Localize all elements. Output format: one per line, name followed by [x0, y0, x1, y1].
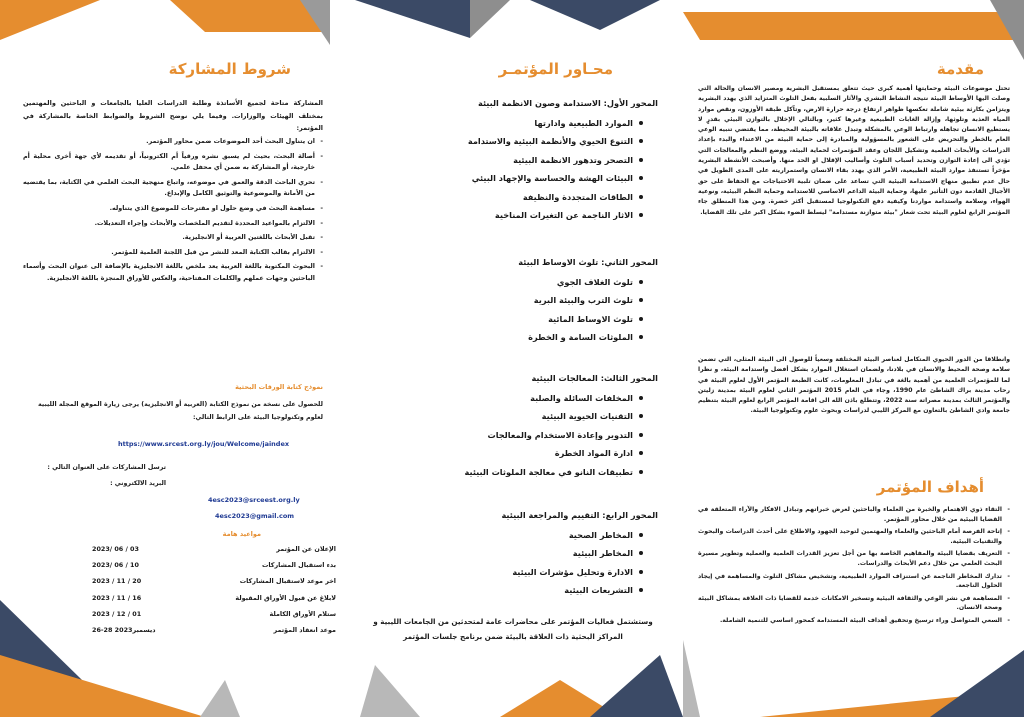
axis-4-item: المخاطر البيئية — [512, 544, 643, 562]
dates-heading: مواعيد هامة — [222, 530, 261, 538]
axes-panel — [341, 0, 683, 717]
date-row — [90, 622, 338, 638]
date-row — [90, 557, 338, 573]
axis-2-list — [528, 273, 643, 347]
date-row — [90, 590, 338, 606]
terms-intro: المشاركة متاحة لجميع الأساتذة وطلبة الدراسات العليا بالجامعات و الباحثين والمهتمين بمختلف الهيئات والوزارات. وفيما يلي نوضح الشروط والضوابط الخاصة بالمشاركة في المؤتمر: — [23, 99, 323, 132]
send-text: ترسل المشاركات على العنوان التالي : — [47, 464, 166, 471]
important-dates-table — [90, 541, 338, 638]
date-value: 2023 / 11 / 20 — [92, 577, 142, 586]
goal-item: - السعي المتواصل وراء ترسيخ وتحقيق أهداف البيئة المستدامة كمحور اساسي للتنمية الشاملة. — [698, 616, 1010, 626]
terms-item: - تقبل الأبحاث باللغتين العربية أو الانجليزية. — [23, 232, 323, 244]
terms-item: - ان يتناول البحث أحد الموضوعات ضمن محاور المؤتمر. — [23, 136, 323, 148]
axis-1-item: الطاقات المتجددة والنظيفة — [468, 188, 643, 206]
template-heading: نموذج كتابة الورقات البحثية — [235, 383, 323, 391]
date-row — [90, 606, 338, 622]
terms-item: - تحري الباحث الدقة والعمق في موضوعه، واتباع منهجية البحث العلمي في الكتابة، بما يقتضيه من الأمانة والموضوعية والتوثيق الكامل والإبداع. — [23, 177, 323, 200]
terms-item: - البحوث المكتوبة باللغة العربية يعد ملخص باللغة الانجليزية بالإضافة الى عنوان البحث وأسماء الباحثين وجهات عملهم والكلمات المفتاحية، والعكس للأوراق المنجزة باللغة الانجليزية. — [23, 261, 323, 284]
intro-paragraph-2: وانطلاقا من الدور الحيوي المتكامل لعناصر البيئة المختلفة وسعياً للوصول الى البيئة المثلى، التي تضمن سلامة وصحة المحيط والانسان في بلادنا، ولضمان استغلال الموارد بشكل أفضل واستدامة البيئة، و نظرا لما للمؤتمرات العلمية من أهمية بالغة في تبادل المعلومات، كانت الطبعة المؤتمر الأول لعلوم البيئة في رحاب مدينة براك الشاطئ عام 1990، وجاء في العام 2015 المؤتمر الثاني لعلوم البيئة بمدينة زليتن والمؤتمر الثالث بمدينة مصراتة سنة 2022، وتتطلع باذن الله الى اقامة المؤتمر الرابع لعلوم البيئة بتنظيم جامعة وادي الشاطئ بالتعاون مع المركز الليبي لدراسات وبحوث علوم وتكنولوجيا البيئة. — [698, 356, 1010, 415]
axis-3-item: التدوير وإعادة الاستخدام والمعالجات — [465, 426, 643, 444]
email-link-primary[interactable]: 4esc2023@srceest.org.ly — [208, 496, 300, 504]
date-label: بدء استقبال المشاركات — [261, 561, 336, 570]
axis-4-list — [512, 526, 643, 600]
axes-closing-note: وستشتمل فعاليات المؤتمر على محاضرات عامة لمتحدثين من الجامعات الليبية و المراكز البحثية ذات العلاقة بالبيئة ضمن برنامج جلسات المؤتمر — [373, 617, 653, 641]
axis-2-item: تلوث الترب والبيئة البرية — [528, 291, 643, 309]
terms-list — [23, 136, 323, 288]
goal-item: - المساهمة في نشر الوعي والثقافة البيئية وتسخير الامكانات خدمة للقضايا ذات العلاقة بمشاكل البيئة وصحة الانسان. — [698, 594, 1010, 613]
axis-1-item: الموارد الطبيعية وادارتها — [468, 114, 643, 132]
goal-item: - تدارك المخاطر الناجمة عن استنزاف الموارد الطبيعية، وتشخيص مشاكل التلوث والمساهمة في إيجاد الحلول الناجعة. — [698, 572, 1010, 591]
axes-title: محـاور المؤتمـر — [498, 60, 613, 78]
goals-list — [698, 505, 1010, 629]
axis-3-list — [465, 389, 643, 481]
intro-paragraph: تحتل موضوعات البيئة وحمايتها أهمية كبرى حيث تتعلق بمستقبل البشرية ومصير الانسان والحالة التي وصلت اليها الأوساط البيئة نتيجة النشاط البشري والآثار السلبية بفعل التلوث المتزايد الذي يهدد البشرية ويتزامن بكارثة بيئية شاملة تعكسها ظواهر ارتفاع درجة حرارة الارض، وتآكل طبقة الأوزون، ونقص موارد المياه العذبة وتلوثها، وإزالة الغابات الطبيعية وغيرها كثير، وبالتالي الإخلال بالتوازن البيئي بقدرٍ لا يستطيع الانسان تجاهله وارتباط الوعي بالمشكلة وتبدل علاقاته بالبيئة المحيطة، مما يقتضي تنبيه الوعي العام بالخطر والتحريض على الشعور بالمسؤولية والمبادرة إلى حماية البيئة من الاعتداء والبدء بإعداد الدراسات والأبحاث العلمية وتشكيل اللجان وعقد المؤتمرات لحماية البيئة، ووضع النظم والمعالجات التي تؤدي الى إعادة التوازن وتحديد أسباب التلوث وأساليب الإقلال او الحد منها. وأصبحت الأنشطة البشرية مؤخراً تستنفذ موارد البيئة الطبيعية، الأمر الذي يهدد بقاء الانسان واستمراريته على المدى الطويل في حال عدم تطبيق منهاج الاستدامة البيئية التي تساعد على ضمان تلبية الاحتياجات مع الحفاظ على حق الأجيال القادمة دون التأثير عليها، وحماية البيئة الداعم الاساسي للاستدامة وحماية النظم البيئية، ونوعية الهواء، وسلامة واستدامة مواردنا وكيفية دفع التكنولوجيا لمستقبل أكثر خضرة. ومن هذا المنطلق جاء المؤتمر الرابع لعلوم البيئة تحت شعار "بيئة متوازنة مستدامة" ليسلط الضوء بشكل اكبر على تلك القضايا. — [698, 85, 1010, 216]
axis-3-title: المحور الثالث: المعالجات البيئية — [531, 373, 658, 383]
axis-1-title: المحور الأول: الاستدامة وصون الانظمة البيئة — [477, 98, 658, 108]
email-label: البريد الالكتروني : — [110, 480, 166, 487]
template-text: للحصول على نسخة من نموذج الكتابة (العربية أو الانجليزية) يرجى زيارة الموقع المجلة الليبية لعلوم وتكنولوجيا البيئة على الرابط التالي: — [38, 401, 323, 421]
date-label: اخر موعد لاستقبال المشاركات — [239, 577, 336, 586]
date-value: 2023 / 11 / 16 — [92, 593, 142, 602]
terms-item: - أصالة البحث، بحيث لم يسبق نشره ورقياً أم الكترونياً، أو تقديمه لأي جهة أخرى محلية أم خارجية، أو المشاركة به ضمن أي محفل علمي. — [23, 151, 323, 174]
axis-4-item: المخاطر الصحية — [512, 526, 643, 544]
terms-title: شروط المشاركة — [168, 60, 291, 78]
axis-2-title: المحور الثاني: تلوث الاوساط البيئة — [518, 257, 658, 267]
axis-2-item: الملوثات السامة و الخطرة — [528, 328, 643, 346]
goal-item: - التقاء ذوي الاهتمام والخبرة من العلماء والباحثين لعرض خبراتهم وتبادل الافكار والآراء المتعلقة في القضايا البيئية من خلال محاور المؤتمر. — [698, 505, 1010, 524]
email-link-secondary[interactable]: 4esc2023@gmail.com — [215, 512, 295, 520]
date-row — [90, 573, 338, 589]
terms-item: - الالتزام بالمواعيد المحددة لتقديم الملخصات والأبحاث وإجراء التعديلات. — [23, 218, 323, 230]
axis-4-title: المحور الرابع: التقييم والمراجعة البيئية — [501, 510, 658, 520]
axis-1-item: التنوع الحيوي والأنظمة البيئية والاستدامة — [468, 132, 643, 150]
date-value: 2023/ 06 / 10 — [92, 561, 139, 570]
terms-item: - مساهمة البحث في وضع حلول او مقترحات للموضوع الذي يتناوله. — [23, 203, 323, 215]
axis-1-item: التصحر وتدهور الانظمة البيئية — [468, 151, 643, 169]
terms-panel — [0, 0, 341, 717]
goals-title: أهداف المؤتمر — [876, 478, 984, 496]
axis-3-item: ادارة المواد الخطرة — [465, 444, 643, 462]
date-label: الإعلان عن المؤتمر — [276, 545, 336, 554]
date-label: موعد انعقاد المؤتمر — [273, 626, 336, 635]
goal-item: - إتاحة الفرصة أمام الباحثين والعلماء والمهتمين لتوحيد الجهود والاطلاع على أحدث الدراسات والبحوث والتقنيات البيئية. — [698, 527, 1010, 546]
date-label: لابلاغ عن قبول الأوراق المقبولة — [235, 593, 336, 602]
template-link[interactable]: https://www.srcest.org.ly/jou/Welcome/jaindex — [118, 440, 290, 448]
axis-3-item: تطبيقات النانو في معالجة الملوثات البيئية — [465, 463, 643, 481]
date-value: 2023/ 06 / 03 — [92, 545, 139, 554]
axis-1-item: البيئات الهشة والحساسة والإجهاد البيئي — [468, 169, 643, 187]
axis-3-item: التقنيات الحيوية البيئية — [465, 407, 643, 425]
date-label: ستلام الأوراق الكاملة — [269, 609, 336, 618]
axis-2-item: تلوث الغلاف الجوي — [528, 273, 643, 291]
date-value: 2023 / 12 / 01 — [92, 609, 142, 618]
intro-goals-panel — [683, 0, 1024, 717]
axis-4-item: الادارة وتحليل مؤشرات البيئية — [512, 563, 643, 581]
axis-2-item: تلوث الاوساط المائية — [528, 310, 643, 328]
axis-1-list — [468, 114, 643, 224]
date-value: 26-28 ديسمبر2023 — [92, 626, 156, 635]
intro-title: مقدمة — [936, 60, 984, 78]
axis-4-item: التشريعات البيئية — [512, 581, 643, 599]
date-row — [90, 541, 338, 557]
axis-3-item: المخلفات السائلة والصلبة — [465, 389, 643, 407]
goal-item: - التعريف بقضايا البيئة والمفاهيم الخاصة بها من أجل تعزيز القدرات العلمية والعملية وتطوير مسيرة البحث العلمي من خلال دعم الأبحاث والدراسات. — [698, 549, 1010, 568]
axis-1-item: الاثار الناجمة عن التغيرات المناخية — [468, 206, 643, 224]
terms-item: - الالتزام بقالب الكتابة المعد للنشر من قبل اللجنة العلمية للمؤتمر. — [23, 247, 323, 259]
